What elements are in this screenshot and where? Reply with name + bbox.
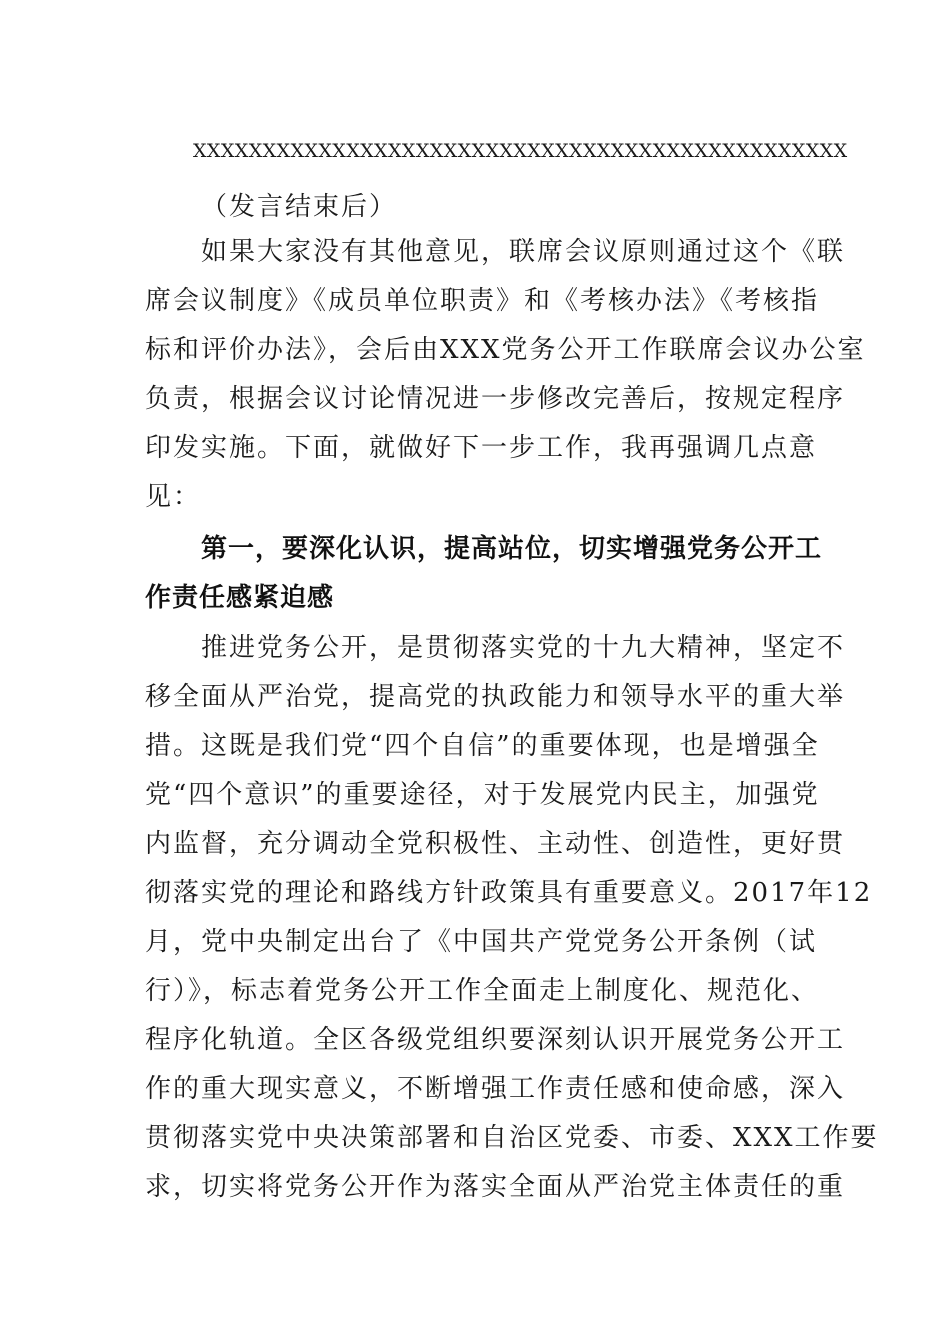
paragraph-2 [145,624,879,1212]
paragraph-1-line: 如果大家没有其他意见，联席会议原则通过这个《联 [201,237,846,267]
paragraph-1-line: 印发实施。下面，就做好下一步工作，我再强调几点意 [145,433,818,463]
section-heading-line: 第一，要深化认识，提高站位，切实增强党务公开工 [201,534,823,564]
paragraph-2-line: 推进党务公开，是贯彻落实党的十九大精神，坚定不 [201,633,846,663]
section-heading-line: 作责任感紧迫感 [145,583,335,613]
section-heading [145,525,823,623]
paragraph-2-line: 措。这既是我们党“四个自信”的重要体现，也是增强全 [145,731,820,761]
paragraph-1-line: 席会议制度》《成员单位职责》和《考核办法》《考核指 [145,286,820,316]
speech-note: （发言结束后） [201,192,398,222]
paragraph-2-line: 内监督，充分调动全党积极性、主动性、创造性，更好贯 [145,829,846,859]
paragraph-1-line: 标和评价办法》，会后由XXX党务公开工作联席会议办公室 [145,335,866,365]
paragraph-2-line: 党“四个意识”的重要途径，对于发展党内民主，加强党 [145,780,820,810]
paragraph-2-line: 作的重大现实意义，不断增强工作责任感和使命感，深入 [145,1074,846,1104]
paragraph-2-line: 行）》，标志着党务公开工作全面走上制度化、规范化、 [145,976,820,1006]
paragraph-2-line: 求，切实将党务公开作为落实全面从严治党主体责任的重 [145,1172,846,1202]
paragraph-1-line: 负责，根据会议讨论情况进一步修改完善后，按规定程序 [145,384,846,414]
placeholder-line: XXXXXXXXXXXXXXXXXXXXXXXXXXXXXXXXXXXXXXXXXXXXXXX [193,140,848,162]
paragraph-2-line: 程序化轨道。全区各级党组织要深刻认识开展党务公开工 [145,1025,846,1055]
paragraph-2-line: 彻落实党的理论和路线方针政策具有重要意义。2017年12 [145,878,873,908]
paragraph-2-line: 月，党中央制定出台了《中国共产党党务公开条例（试 [145,927,818,957]
speech-note-block [145,183,805,232]
paragraph-1-line: 见： [145,482,202,512]
paragraph-2-line: 贯彻落实党中央决策部署和自治区党委、市委、XXX工作要 [145,1123,879,1153]
paragraph-2-line: 移全面从严治党，提高党的执政能力和领导水平的重大举 [145,682,846,712]
paragraph-1 [145,228,866,522]
